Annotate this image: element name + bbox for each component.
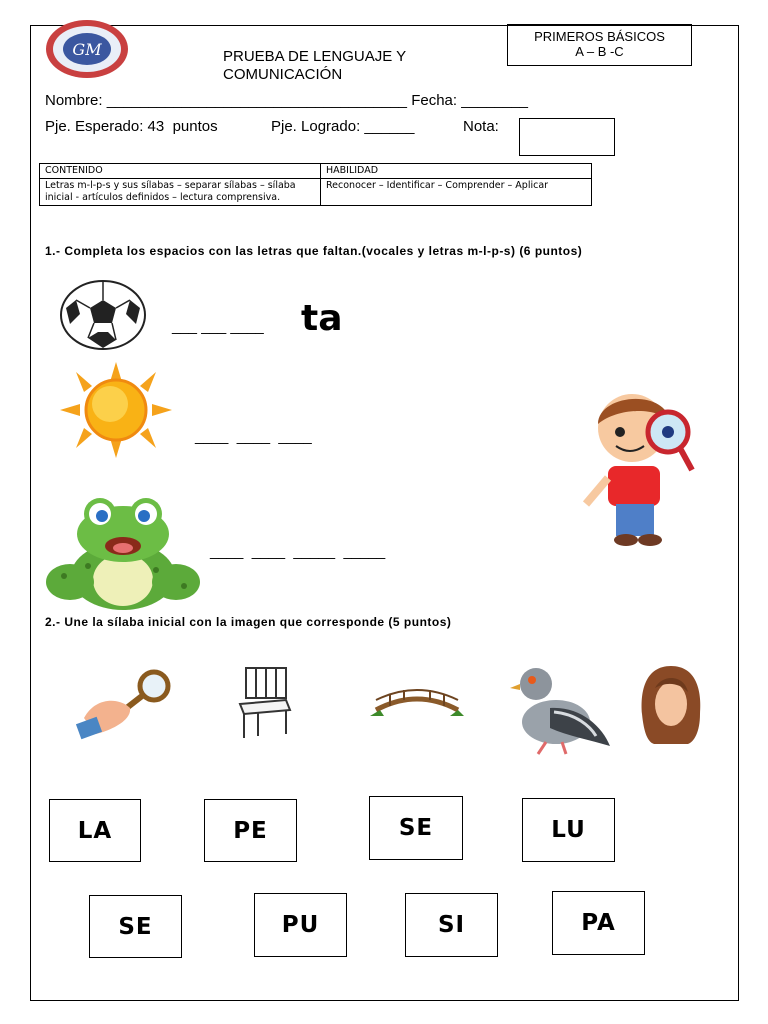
frog-blanks[interactable]: ____ ____ _____ _____ <box>210 543 386 560</box>
syllable-box-se[interactable]: SE <box>369 796 463 860</box>
sun-blanks[interactable]: ____ ____ ____ <box>195 428 312 445</box>
page-title <box>223 48 406 84</box>
achieved-label: Pje. Logrado: <box>271 118 361 135</box>
name-row <box>45 92 528 109</box>
expected-score: Pje. Esperado: 43 puntos <box>45 118 218 135</box>
grade-level-line1: PRIMEROS BÁSICOS <box>534 29 665 44</box>
achieved-score-row <box>271 118 414 135</box>
syllable-box-pu[interactable]: PU <box>254 893 347 957</box>
title-line2: COMUNICACIÓN <box>223 66 343 83</box>
chair-icon <box>236 664 294 740</box>
syllable-box-si[interactable]: SI <box>405 893 498 957</box>
grade-level-box <box>507 24 692 66</box>
date-field[interactable]: ________ <box>461 92 528 109</box>
content-header: CONTENIDO <box>40 164 321 179</box>
hair-icon <box>638 664 704 746</box>
question1-text: 1.- Completa los espacios con las letras que faltan.(vocales y letras m-l-p-s) (6 puntos) <box>45 244 583 258</box>
date-label: Fecha: <box>411 92 458 109</box>
content-table <box>39 163 592 206</box>
magnifier-icon <box>76 668 178 740</box>
school-seal-icon <box>44 18 130 80</box>
soccer-ball-icon <box>58 278 148 352</box>
syllable-box-pa[interactable]: PA <box>552 891 645 955</box>
syllable-box-lu[interactable]: LU <box>522 798 615 862</box>
skill-header: HABILIDAD <box>321 164 592 179</box>
grade-field[interactable] <box>519 118 615 156</box>
syllable-box-se-2[interactable]: SE <box>89 895 182 958</box>
syllable-box-pe[interactable]: PE <box>204 799 297 862</box>
content-value: Letras m-l-p-s y sus sílabas – separar sílabas – sílaba inicial - artículos definidos – lectura comprensiva. <box>40 179 321 206</box>
boy-magnifier-icon <box>580 388 698 548</box>
name-field[interactable]: ____________________________________ <box>106 92 408 109</box>
question2-text: 2.- Une la sílaba inicial con la imagen que corresponde (5 puntos) <box>45 615 452 629</box>
skill-value: Reconocer – Identificar – Comprender – Aplicar <box>321 179 592 206</box>
bridge-icon <box>370 686 464 720</box>
grade-level-line2: A – B -C <box>575 44 624 59</box>
title-line1: PRUEBA DE LENGUAJE Y <box>223 48 407 65</box>
ball-word-suffix: ta <box>301 298 343 339</box>
svg-text:GM: GM <box>72 40 102 59</box>
achieved-field[interactable]: ______ <box>364 118 415 135</box>
syllable-box-la[interactable]: LA <box>49 799 141 862</box>
frog-icon <box>44 496 202 614</box>
pigeon-icon <box>510 662 612 756</box>
sun-icon <box>60 362 172 458</box>
grade-label: Nota: <box>463 118 499 135</box>
name-label: Nombre: <box>45 92 103 109</box>
ball-blanks[interactable]: ___ ___ ____ <box>172 318 264 335</box>
